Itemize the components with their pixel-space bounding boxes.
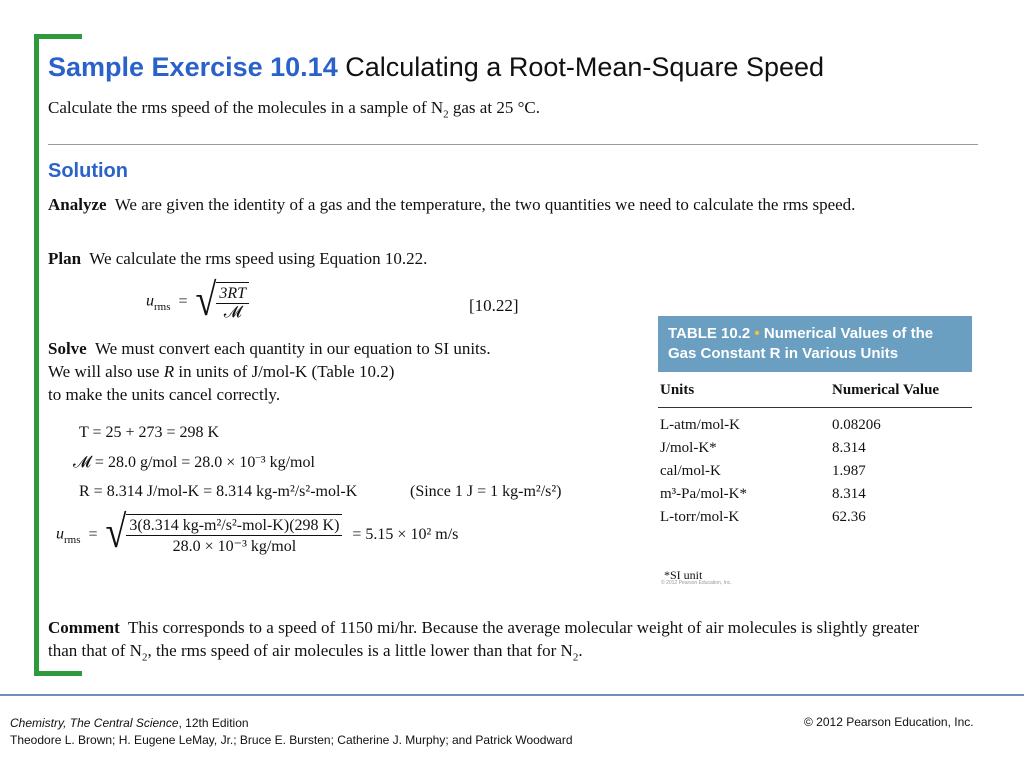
comment-paragraph: Comment This corresponds to a speed of 1150 mi/hr. Because the average molecular weight of air molecules is slightly greater than that of $N_2$, the rms speed of air molecules is a little lower than that for $N_2$. bbox=[48, 618, 920, 664]
temperature-calc: T = 25 + 273 = 298 K bbox=[79, 424, 220, 441]
footer-rule bbox=[0, 694, 1024, 696]
table-row: L-torr/mol-K 62.36 bbox=[660, 509, 866, 525]
table-credit: © 2012 Pearson Education, Inc. bbox=[661, 580, 732, 586]
equation-number: [10.22] bbox=[469, 296, 519, 315]
table-row: m³-Pa/mol-K* 8.314 bbox=[660, 486, 866, 502]
problem-statement: Calculate the rms speed of the molecules in a sample of $N_2$ gas at 25 °C. bbox=[48, 98, 540, 121]
solve-paragraph: Solve We must convert each quantity in our equation to SI units. We will also use R in units of J/mol-K (Table 10.2) to make the units cancel correctly. bbox=[48, 339, 491, 404]
equation-10-22: $u_{rms}$ = √ $\frac{3RT}{\text{𝓜}}$ bbox=[146, 282, 249, 322]
exercise-number: Sample Exercise 10.14 bbox=[48, 52, 338, 82]
table-row: L-atm/mol-K 0.08206 bbox=[660, 417, 881, 433]
analyze-paragraph bbox=[48, 193, 888, 216]
divider bbox=[48, 144, 978, 145]
page-title bbox=[48, 52, 824, 83]
footer-authors: Theodore L. Brown; H. Eugene LeMay, Jr.; Bruce E. Bursten; Catherine J. Murphy; and Patrick Woodward bbox=[10, 733, 573, 747]
plan-text: We calculate the rms speed using Equation 10.22. bbox=[89, 249, 428, 268]
solve-label: Solve bbox=[48, 339, 87, 358]
analyze-label: Analyze bbox=[48, 195, 107, 214]
footer-copyright: © 2012 Pearson Education, Inc. bbox=[804, 715, 974, 729]
book-title: Chemistry, The Central Science bbox=[10, 716, 179, 730]
joule-note: (Since 1 J = 1 kg-m²/s²) bbox=[410, 483, 562, 500]
solution-heading: Solution bbox=[48, 160, 128, 182]
molar-mass-calc: 𝓜 = 28.0 g/mol = 28.0 × 10⁻³ kg/mol bbox=[73, 454, 315, 471]
gas-constant-calc: R = 8.314 J/mol-K = 8.314 kg-m²/s²-mol-K bbox=[79, 483, 358, 500]
rms-speed-calc: $u_{rms}$ = √ $\frac{\text{3(8.314 kg-m²/s²-mol-K)(298 K)}}{\text{28.0 × 10⁻³ kg/mol}}$ = 5.15 × 10² m/s bbox=[56, 507, 459, 558]
exercise-title: Calculating a Root-Mean-Square Speed bbox=[345, 52, 825, 82]
footer-citation: Chemistry, The Central Science, 12th Edition Theodore L. Brown; H. Eugene LeMay, Jr.; Bruce E. Bursten; Catherine J. Murphy; and Patrick Woodward bbox=[10, 716, 573, 747]
table-footnote: *SI unit bbox=[664, 568, 703, 582]
table-row: J/mol-K* 8.314 bbox=[660, 440, 866, 456]
table-header: TABLE 10.2 • Numerical Values of the Gas Constant R in Various Units bbox=[658, 316, 972, 372]
comment-label: Comment bbox=[48, 618, 120, 637]
gas-constant-table bbox=[658, 316, 972, 529]
analyze-text: We are given the identity of a gas and the temperature, the two quantities we need to calculate the rms speed. bbox=[114, 195, 856, 214]
table-row: cal/mol-K 1.987 bbox=[660, 463, 866, 479]
sqrt-expression: √ $\frac{3RT}{\text{𝓜}}$ bbox=[196, 282, 250, 322]
plan-paragraph bbox=[48, 247, 648, 270]
plan-label: Plan bbox=[48, 249, 82, 268]
table-column-headers: Units Numerical Value bbox=[658, 372, 972, 408]
